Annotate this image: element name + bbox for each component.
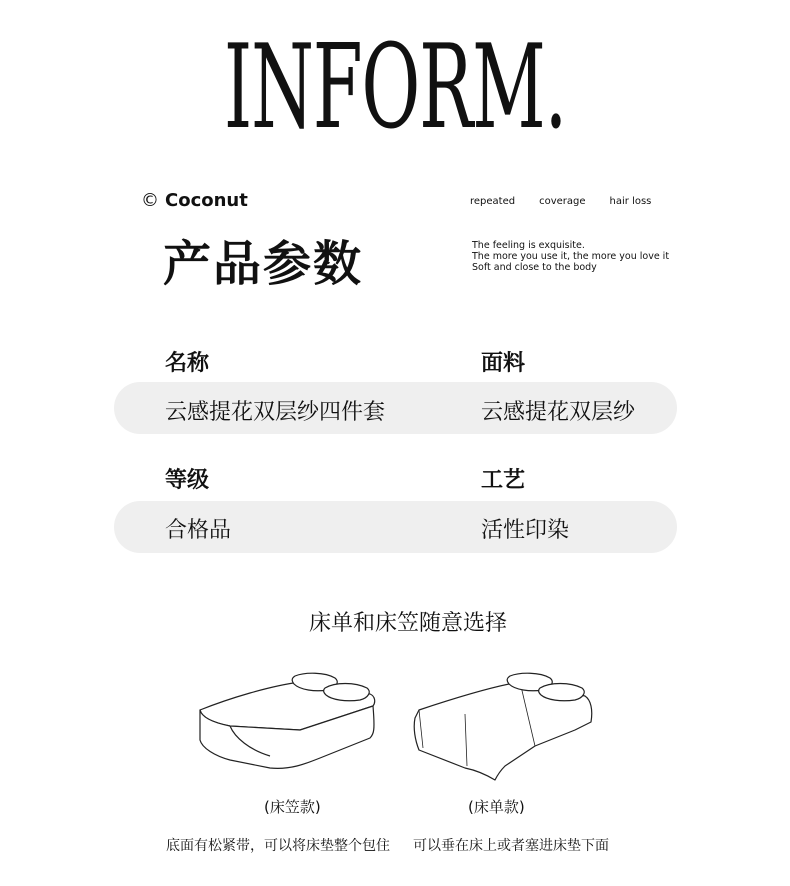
tagline-line: The feeling is exquisite.	[472, 240, 585, 251]
spec-name-value: 云感提花双层纱四件套	[165, 400, 386, 425]
tag-item: coverage	[539, 196, 586, 207]
spec-grade-value: 合格品	[165, 518, 232, 543]
fitted-caption: (床笠款)	[264, 798, 321, 816]
tagline-line: The more you use it, the more you love it	[472, 251, 670, 262]
brand-wordmark: INFORM.	[223, 20, 567, 155]
flat-note: 可以垂在床上或者塞进床垫下面	[413, 838, 609, 854]
flat-sheet-illustration	[405, 670, 605, 785]
options-subtitle: 床单和床笠随意选择	[308, 611, 507, 636]
tag-item: repeated	[470, 196, 516, 207]
spec-name-label: 名称	[165, 351, 210, 376]
brand-logo	[141, 190, 248, 211]
section-title: 产品参数	[163, 236, 364, 292]
copyright-icon: ©	[141, 190, 159, 211]
spec-fabric-label: 面料	[481, 351, 526, 376]
fitted-sheet-illustration	[190, 668, 390, 778]
tag-list	[470, 196, 651, 207]
fitted-note: 底面有松紧带，可以将床垫整个包住	[166, 838, 390, 854]
spec-process-value: 活性印染	[481, 518, 570, 543]
tagline	[472, 240, 669, 273]
spec-grade-label: 等级	[165, 468, 210, 493]
tagline-line: Soft and close to the body	[472, 262, 597, 273]
spec-process-label: 工艺	[481, 468, 526, 493]
spec-fabric-value: 云感提花双层纱	[481, 400, 636, 425]
flat-caption: (床单款)	[468, 798, 525, 816]
tag-item: hair loss	[609, 196, 652, 207]
logo-name: Coconut	[165, 190, 248, 211]
